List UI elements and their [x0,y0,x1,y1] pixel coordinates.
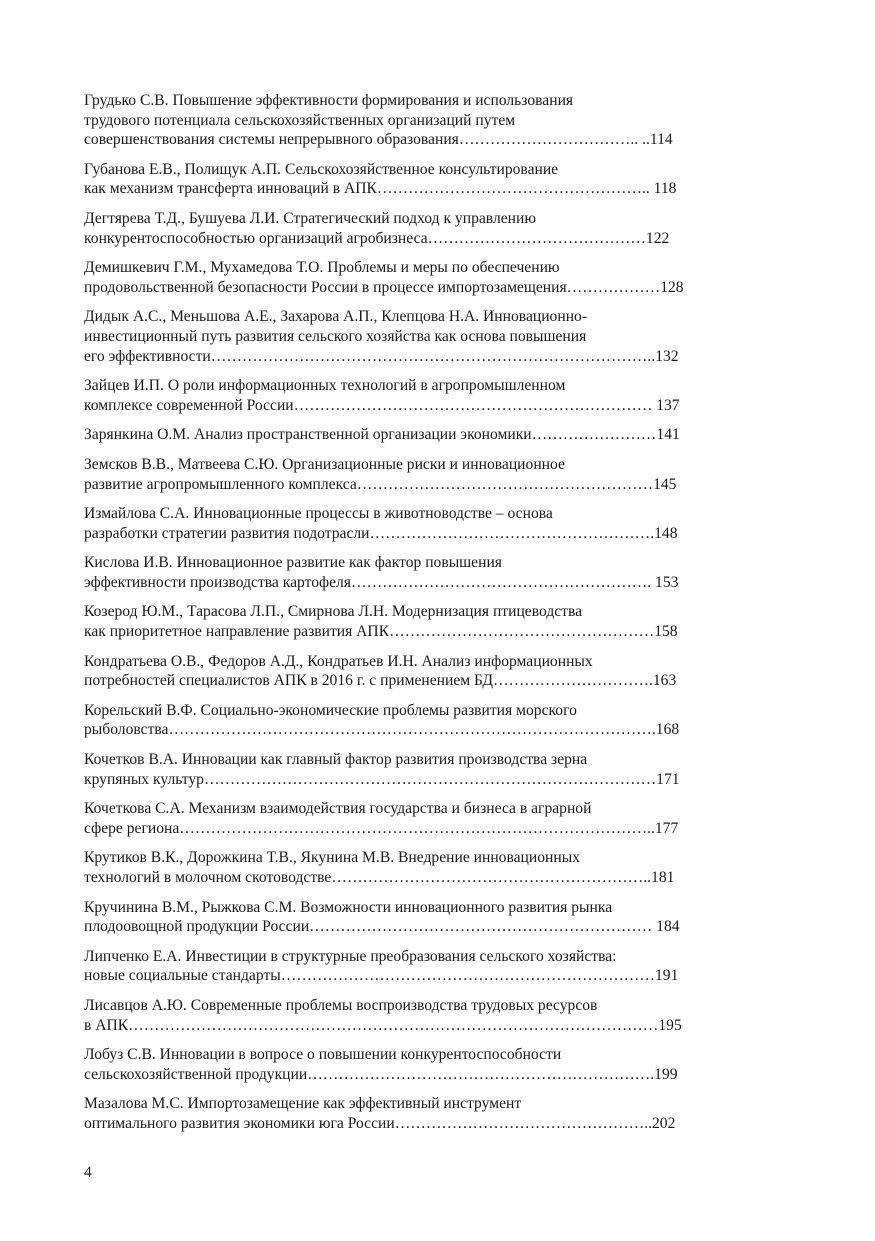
toc-entry-line: Грудько С.В. Повышение эффективности формирования и использования [84,92,574,109]
toc-entry [84,307,760,366]
toc-entry [84,160,760,199]
toc-entry-line: Крутиков В.К., Дорожкина Т.В., Якунина М.В. Внедрение инновационных [84,849,580,867]
toc-entry-line: как механизм трансферта инноваций в АПК…………………………………………….. 118 [84,180,677,198]
toc-entry-line: эффективности производства картофеля…………………………………………………. 153 [84,573,679,591]
toc-entry [84,504,760,543]
toc-entry [84,1045,760,1084]
table-of-contents [84,91,760,1144]
toc-entry [84,425,760,445]
toc-entry [84,602,760,641]
toc-entry-line: Дегтярева Т.Д., Бушуева Л.И. Стратегический подход к управлению [84,209,536,227]
toc-entry [84,455,760,494]
toc-entry [84,376,760,415]
toc-entry-line: Губанова Е.В., Полищук А.П. Сельскохозяйственное консультирование [84,160,559,178]
toc-entry-line: трудового потенциала сельскохозяйственных организаций путем [84,111,516,129]
toc-entry-line: оптимального развития экономики юга России…………………………………………..202 [84,1114,676,1132]
toc-entry-line: сфере региона………………………………………………………………………………..177 [84,819,679,837]
toc-entry-line: развитие агропромышленного комплекса…………………………………………………145 [84,475,677,493]
toc-entry-line: продовольственной безопасности России в процессе импортозамещения………………128 [84,278,684,296]
toc-entry [84,209,760,248]
toc-entry-line: рыболовства………………………………………………………………………………….168 [84,721,680,739]
toc-entry [84,701,760,740]
toc-entry-line: Козерод Ю.М., Тарасова Л.П., Смирнова Л.Н. Модернизация птицеводства [84,603,583,621]
toc-entry-line: Зайцев И.П. О роли информационных технологий в агропромышленном [84,377,566,395]
toc-entry-line: как приоритетное направление развития АПК……………………………………………158 [84,623,678,641]
toc-entry-line: новые социальные стандарты………………………………………………………………191 [84,967,679,985]
toc-entry-line: крупяных культур……………………………………………………………………………171 [84,770,680,788]
page-number: 4 [84,1164,92,1181]
toc-entry [84,898,760,937]
toc-entry-line: сельскохозяйственной продукции………………………………………………………….199 [84,1065,678,1083]
toc-entry [84,996,760,1035]
toc-entry-line: Кочеткова С.А. Механизм взаимодействия государства и бизнеса в аграрной [84,800,592,818]
toc-entry-line: Кондратьева О.В., Федоров А.Д., Кондратьев И.Н. Анализ информационных [84,652,593,670]
toc-entry-line: Кручинина В.М., Рыжкова С.М. Возможности инновационного развития рынка [84,898,613,916]
toc-entry-line: технологий в молочном скотоводстве……………………………………………………..181 [84,869,675,886]
toc-entry [84,1094,760,1133]
toc-entry [84,947,760,986]
toc-entry-line: Земсков В.В., Матвеева С.Ю. Организационные риски и инновационное [84,455,565,473]
toc-entry-line: Липченко Е.А. Инвестиции в структурные преобразования сельского хозяйства: [84,947,617,965]
toc-entry-line: в АПК…………………………………………………………………………………………195 [84,1016,682,1034]
toc-entry-line: его эффективности…………………………………………………………………………..132 [84,347,679,365]
toc-entry-line: Зарянкина О.М. Анализ пространственной организации экономики……………………141 [84,426,680,444]
toc-entry-line: совершенствования системы непрерывного образования…………………………….. ..114 [84,131,673,149]
toc-entry-line: Измайлова С.А. Инновационные процессы в животноводстве – основа [84,505,553,523]
toc-entry-line: Корельский В.Ф. Социально-экономические проблемы развития морского [84,701,577,719]
toc-entry [84,258,760,297]
toc-entry [84,553,760,592]
toc-entry [84,652,760,691]
toc-entry-line: плодоовощной продукции России………………………………………………………… 184 [84,918,680,936]
toc-entry-line: Дидык А.С., Меньшова А.Е., Захарова А.П., Клепцова Н.А. Инновационно- [84,308,588,326]
toc-entry-line: потребностей специалистов АПК в 2016 г. с применением БД………………………….163 [84,672,677,690]
toc-entry-line: разработки стратегии развития подотрасли……………………………………………….148 [84,524,678,542]
toc-entry-line: Кислова И.В. Инновационное развитие как фактор повышения [84,554,502,572]
toc-entry-line: Демишкевич Г.М., Мухамедова Т.О. Проблемы и меры по обеспечению [84,259,560,277]
toc-entry-line: Лобуз С.В. Инновации в вопросе о повышении конкурентоспособности [84,1046,562,1064]
toc-entry-line: конкурентоспособностью организаций агробизнеса……………………………………122 [84,229,670,247]
toc-entry [84,848,760,887]
toc-entry [84,750,760,789]
toc-entry-line: Мазалова М.С. Импортозамещение как эффективный инструмент [84,1095,522,1113]
toc-entry [84,91,760,150]
toc-entry [84,799,760,838]
toc-entry-line: комплексе современной России…………………………………………………………… 137 [84,396,680,414]
toc-entry-line: Лисавцов А.Ю. Современные проблемы воспроизводства трудовых ресурсов [84,996,598,1014]
toc-entry-line: Кочетков В.А. Инновации как главный фактор развития производства зерна [84,751,588,769]
toc-entry-line: инвестиционный путь развития сельского хозяйства как основа повышения [84,327,587,345]
